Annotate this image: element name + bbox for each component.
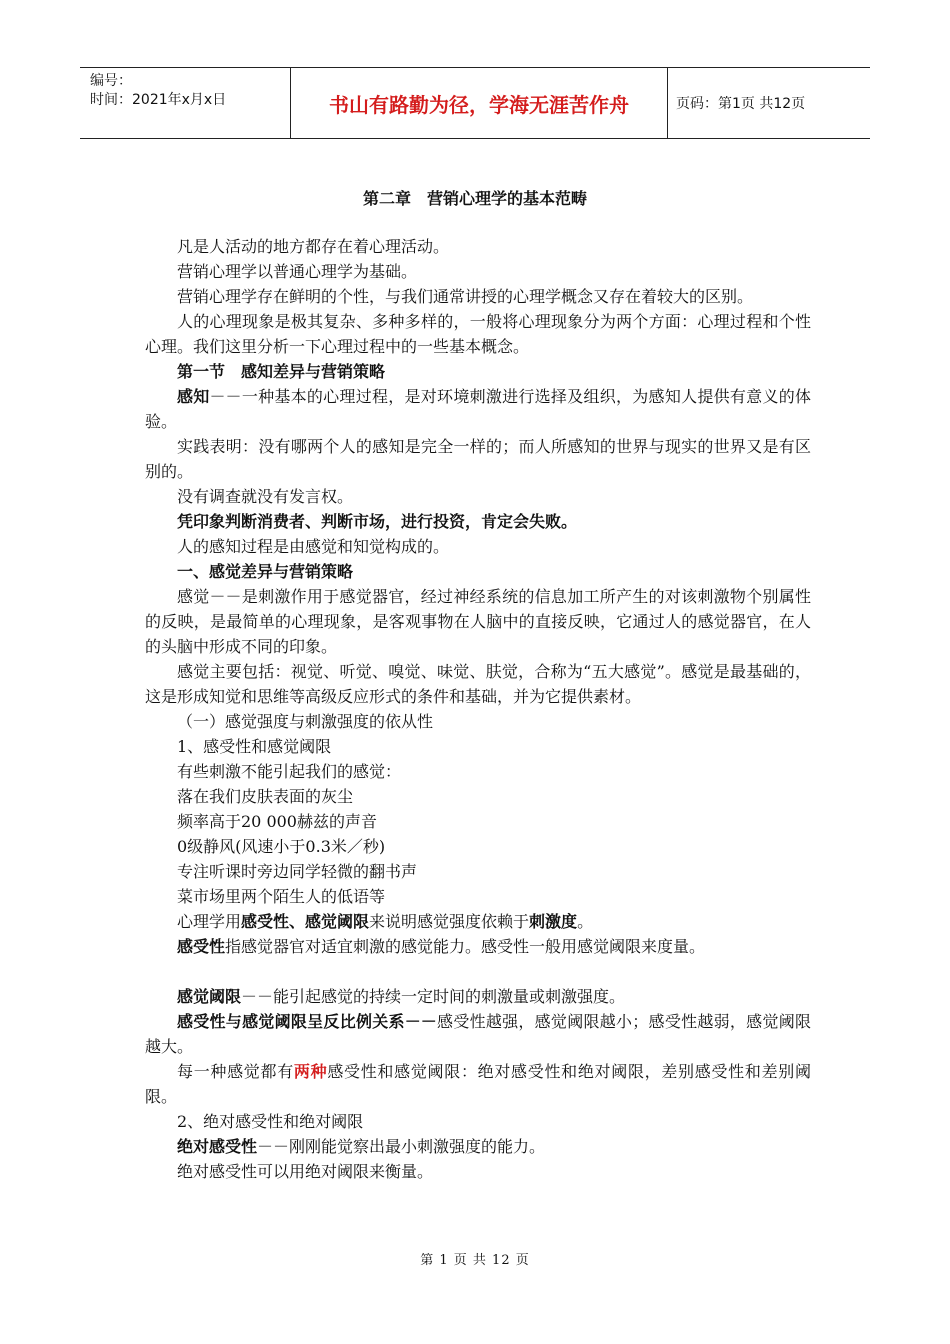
term: 刺激度 [529,912,578,931]
list-item: 落在我们皮肤表面的灰尘 [177,787,354,806]
time-label: 时间：2021年x月x日 [90,92,227,108]
list-item: 专注听课时旁边同学轻微的翻书声 [177,862,418,881]
list-item: 菜市场里两个陌生人的低语等 [177,887,386,906]
paragraph: 人的感知过程是由感觉和知觉构成的。 [177,537,450,556]
paragraph [145,984,811,1009]
paragraph: 感觉－－是刺激作用于感觉器官，经过神经系统的信息加工所产生的对该刺激物个别属性的反映，是最简单的心理现象，是客观事物在人脑中的直接反映，它通过人的感觉器官，在人的头脑中形成不同的印象。 [145,587,811,656]
term: 感受性、感觉阈限 [241,912,370,931]
paragraph: 2、绝对感受性和绝对阈限 [177,1112,364,1131]
paragraph [145,384,811,434]
paragraph: 人的心理现象是极其复杂、多种多样的，一般将心理现象分为两个方面：心理过程和个性心理。我们这里分析一下心理过程中的一些基本概念。 [145,312,811,356]
paragraph [145,1134,811,1159]
definition: 指感觉器官对适宜刺激的感觉能力。感受性一般用感觉阈限来度量。 [225,937,706,956]
paragraph [145,909,811,934]
term: 绝对感受性 [177,1137,258,1156]
paragraph: 凡是人活动的地方都存在着心理活动。 [177,237,450,256]
chapter-title: 第二章 营销心理学的基本范畴 [362,189,587,208]
definition: －－一种基本的心理过程，是对环境刺激进行选择及组织，为感知人提供有意义的体验。 [145,387,811,431]
term: 感受性 [177,937,226,956]
section-heading: 第一节 感知差异与营销策略 [177,362,386,381]
list-item: 0级静风(风速小于0.3米／秒) [177,837,386,856]
definition: 感受性越强，感觉阈限越小；感受性越弱，感觉阈限越大。 [145,1012,811,1056]
paragraph: 绝对感受性可以用绝对阈限来衡量。 [177,1162,434,1181]
text: 来说明感觉强度依赖于 [369,912,530,931]
highlight-term: 两种 [293,1062,328,1081]
text: 每一种感觉都有 [177,1062,294,1081]
header-table [80,67,870,139]
term: 感觉阈限 [177,987,242,1006]
paragraph: 营销心理学存在鲜明的个性，与我们通常讲授的心理学概念又存在着较大的区别。 [177,287,754,306]
paragraph: 营销心理学以普通心理学为基础。 [177,262,418,281]
number-label: 编号： [90,73,132,89]
text: 。 [577,912,594,931]
term: 感受性与感觉阈限呈反比例关系－－ [177,1012,437,1031]
paragraph [145,1059,811,1109]
subsection-heading: 一、感觉差异与营销策略 [177,562,354,581]
blank-line [145,959,811,984]
paragraph: 没有调查就没有发言权。 [177,487,354,506]
document-body [145,234,811,1184]
paragraph [145,1009,811,1059]
paragraph: 1、感受性和感觉阈限 [177,737,332,756]
list-item: 频率高于20 000赫兹的声音 [177,812,377,831]
definition: －－能引起感觉的持续一定时间的刺激量或刺激强度。 [241,987,626,1006]
paragraph: 实践表明：没有哪两个人的感知是完全一样的；而人所感知的世界与现实的世界又是有区别的。 [145,437,811,481]
text: 感受性和感觉阈限：绝对感受性和绝对阈限，差别感受性和差别阈限。 [145,1062,811,1106]
paragraph: 有些刺激不能引起我们的感觉： [177,762,402,781]
header-page-info: 页码：第1页 共12页 [676,96,806,112]
paragraph: （一）感觉强度与刺激强度的依从性 [177,712,434,731]
header-meta [80,68,291,138]
page-footer: 第 1 页 共 12 页 [420,1253,530,1268]
term: 感知 [177,387,210,406]
paragraph [145,934,811,959]
text: 心理学用 [177,912,242,931]
paragraph: 感觉主要包括：视觉、听觉、嗅觉、味觉、肤觉，合称为“五大感觉”。感觉是最基础的，这是形成知觉和思维等高级反应形式的条件和基础，并为它提供素材。 [145,662,811,706]
header-motto: 书山有路勤为径，学海无涯苦作舟 [291,68,668,138]
emphasis-paragraph: 凭印象判断消费者、判断市场，进行投资，肯定会失败。 [177,512,578,531]
definition: －－刚刚能觉察出最小刺激强度的能力。 [257,1137,546,1156]
